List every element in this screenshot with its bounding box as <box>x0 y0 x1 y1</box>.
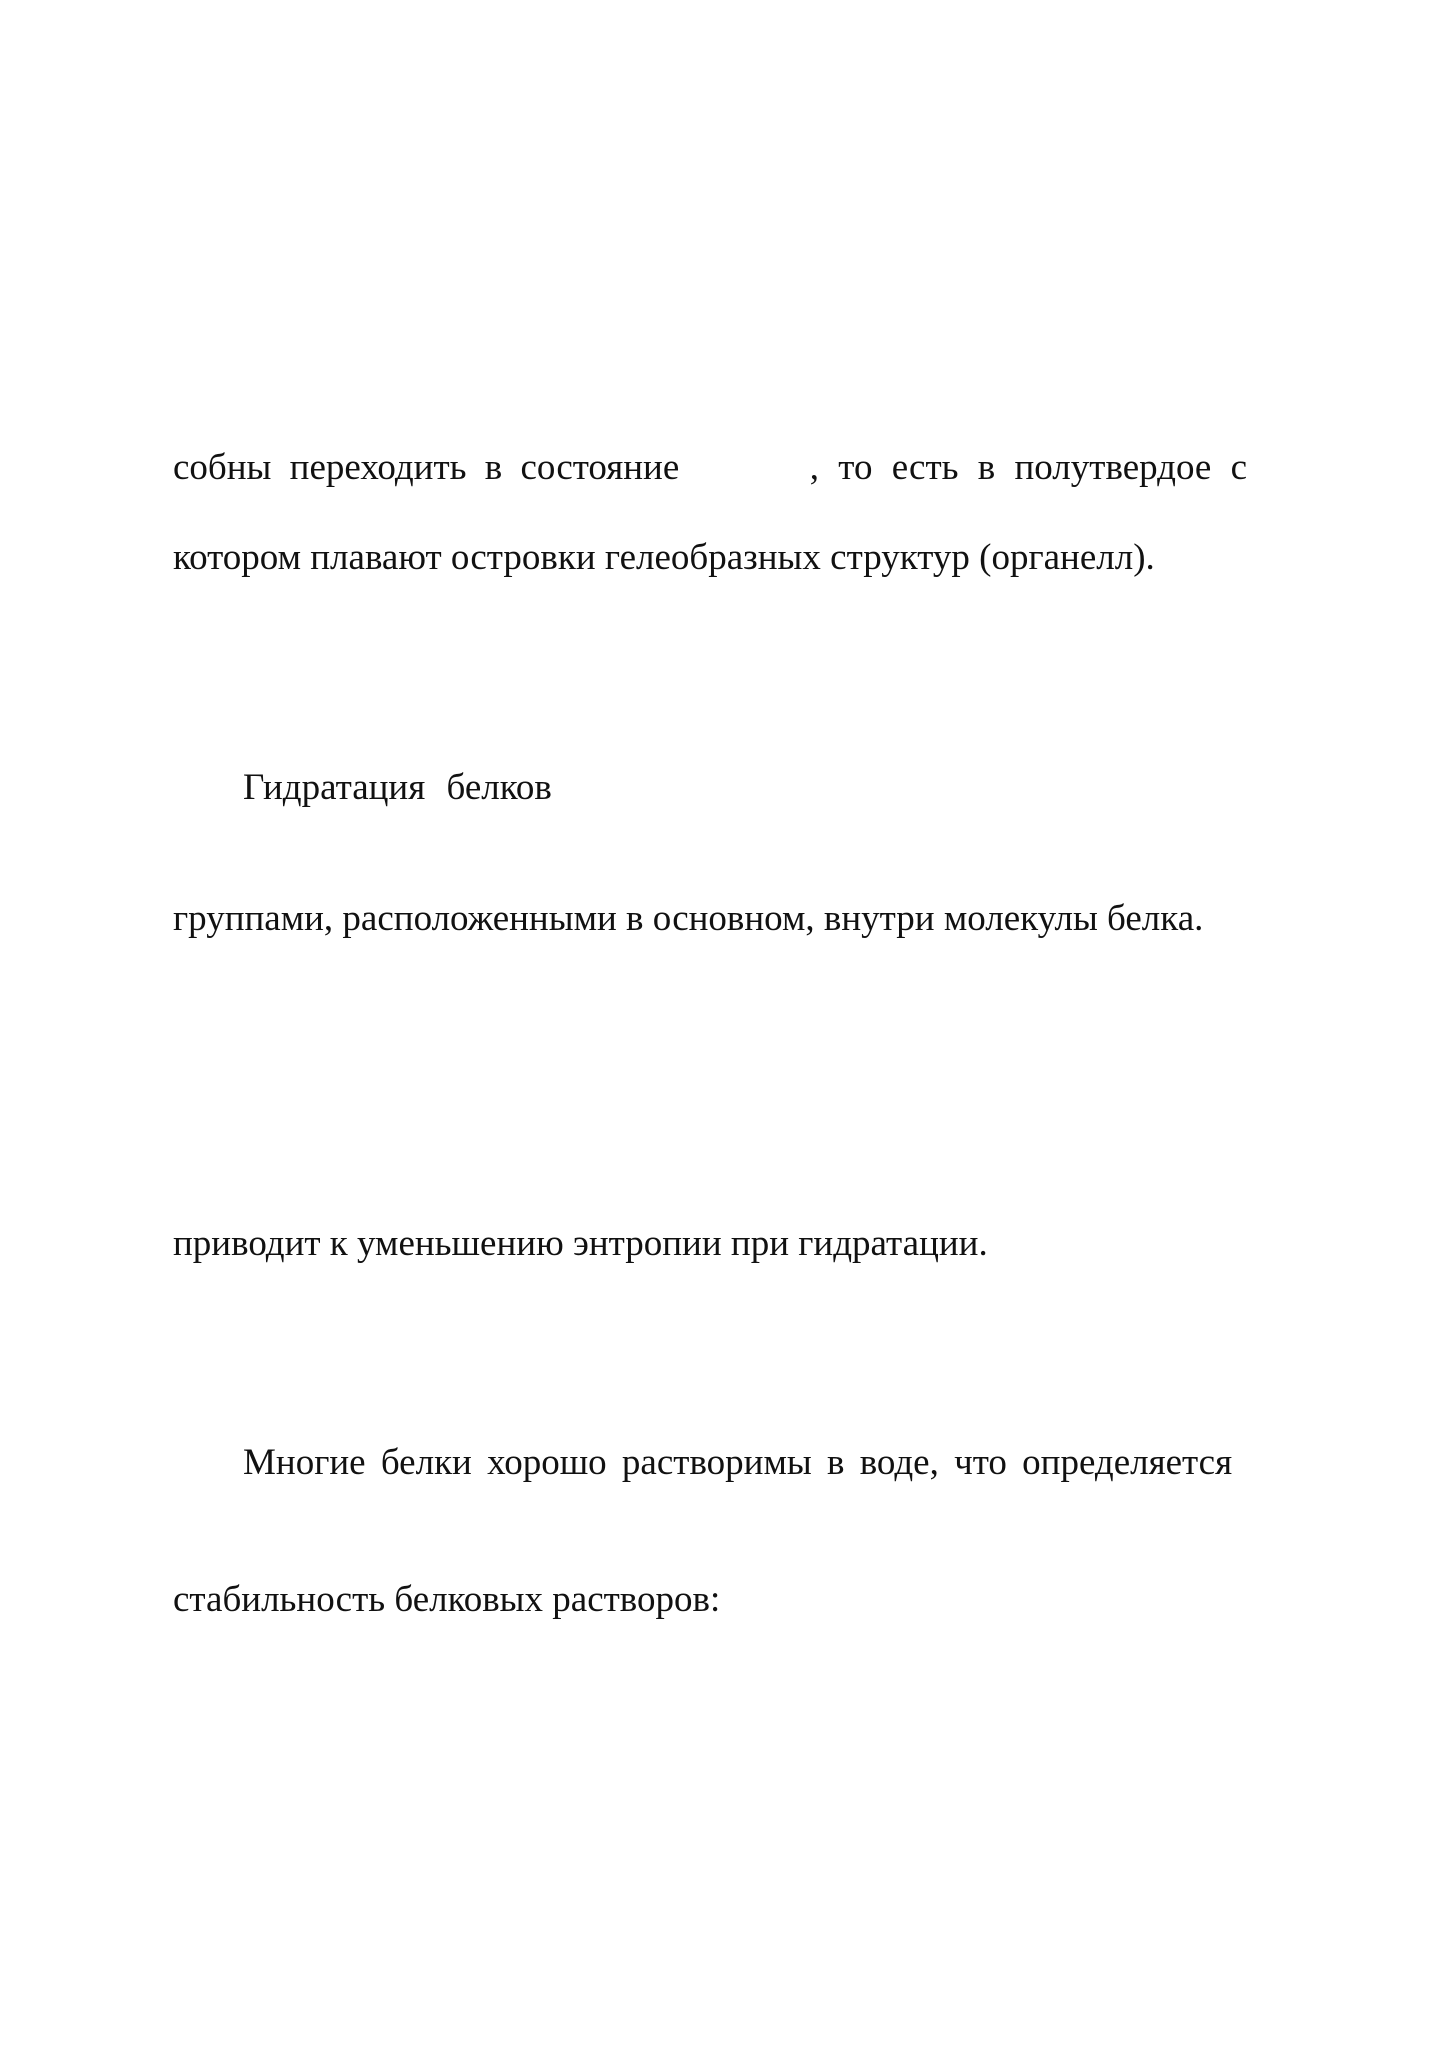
section-heading <box>243 766 552 810</box>
text-line-2: котором плавают островки гелеобразных структур (органелл). <box>173 537 1155 578</box>
heading-word-1: Гидратация <box>243 767 426 808</box>
text-line-1 <box>173 446 1247 490</box>
text-line-4: группами, расположенными в основном, внутри молекулы белка. <box>173 898 1204 939</box>
heading-word-2: белков <box>446 767 552 808</box>
text-line-6: Многие белки хорошо растворимы в воде, что определяется <box>243 1442 1233 1483</box>
text-line-5: приводит к уменьшению энтропии при гидратации. <box>173 1223 988 1264</box>
text-line-7: стабильность белковых растворов: <box>173 1579 721 1620</box>
text-line-1-right: , то есть в полутвердое с <box>809 447 1247 488</box>
text-line-1-left: собны переходить в состояние <box>173 447 680 488</box>
